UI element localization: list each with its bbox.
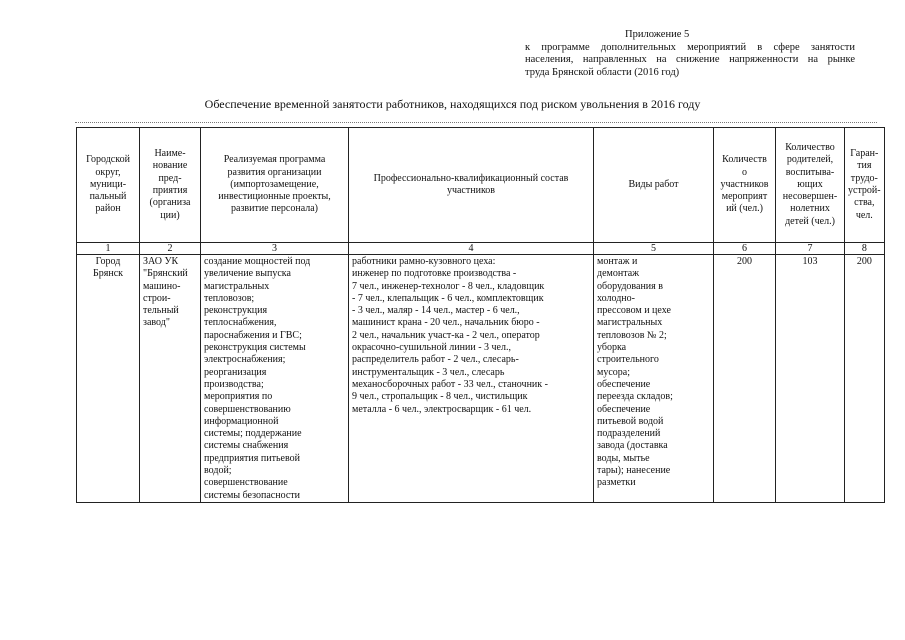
- table-header-row: [77, 128, 885, 243]
- column-number: 2: [140, 243, 201, 255]
- appendix-line-2: населения, направленных на снижение напряженности на рынке: [525, 54, 855, 65]
- column-number: 6: [714, 243, 776, 255]
- column-number: 4: [349, 243, 594, 255]
- cell-program: создание мощностей под увеличение выпуска магистральных тепловозов; реконструкция теплоснабжения, пароснабжения и ГВС; реконструкция системы электроснабжения; реорганизация производства; мероприятия по совершенствованию информационной системы; поддержание системы снабжения предприятия питьевой водой; совершенствование системы безопасности: [201, 255, 349, 503]
- cell-works: монтаж и демонтаж оборудования в холодно- прессовом и цехе магистральных тепловозов № 2; уборка строительного мусора; обеспечение переезда складов; обеспечение питьевой водой подразделений завода (доставка воды, мытье тары); нанесение разметки: [594, 255, 714, 503]
- cell-district: Город Брянск: [77, 255, 140, 503]
- appendix-block: [525, 29, 855, 79]
- table-row: [77, 255, 885, 503]
- cell-participants: 200: [714, 255, 776, 503]
- header-parents: Количество родителей, воспитыва- ющих несовершен- нолетних детей (чел.): [776, 128, 845, 243]
- column-number-row: [77, 243, 885, 255]
- header-enterprise: Наиме- нование пред- приятия (организа ции): [140, 128, 201, 243]
- header-district: Городской округ, муници- пальный район: [77, 128, 140, 243]
- header-works: Виды работ: [594, 128, 714, 243]
- cell-guarantee: 200: [845, 255, 885, 503]
- column-number: 5: [594, 243, 714, 255]
- cell-enterprise: ЗАО УК "Брянский машино- строи- тельный завод": [140, 255, 201, 503]
- column-number: 7: [776, 243, 845, 255]
- appendix-line-1: к программе дополнительных мероприятий в сфере занятости: [525, 41, 855, 53]
- appendix-line-3: труда Брянской области (2016 год): [525, 66, 680, 78]
- document-title: Обеспечение временной занятости работников, находящихся под риском увольнения в 2016 году: [204, 97, 701, 111]
- employment-table: [76, 127, 885, 503]
- dotted-separator: [75, 122, 877, 123]
- cell-staff: работники рамно-кузовного цеха: инженер по подготовке производства - 7 чел., инженер-технолог - 8 чел., кладовщик - 7 чел., клепальщик - 6 чел., комплектовщик - 3 чел., маляр - 14 чел., мастер - 6 чел., машинист крана - 20 чел., начальник бюро - 2 чел., начальник участ-ка - 2 чел., оператор окрасочно-сушильной линии - 3 чел., распределитель работ - 2 чел., слесарь- инструментальщик - 3 чел., слесарь механосборочных работ - 33 чел., станочник - 9 чел., стропальщик - 8 чел., чистильщик металла - 6 чел., электросварщик - 61 чел.: [349, 255, 594, 503]
- header-program: Реализуемая программа развития организации (импортозамещение, инвестиционные проекты, развитие персонала): [201, 128, 349, 243]
- cell-parents: 103: [776, 255, 845, 503]
- header-staff: Профессионально-квалификационный состав участников: [349, 128, 594, 243]
- column-number: 8: [845, 243, 885, 255]
- column-number: 1: [77, 243, 140, 255]
- header-participants: Количеств о участников мероприят ий (чел.): [714, 128, 776, 243]
- header-guarantee: Гаран- тия трудо- устрой- ства, чел.: [845, 128, 885, 243]
- appendix-title: Приложение 5: [625, 29, 690, 40]
- column-number: 3: [201, 243, 349, 255]
